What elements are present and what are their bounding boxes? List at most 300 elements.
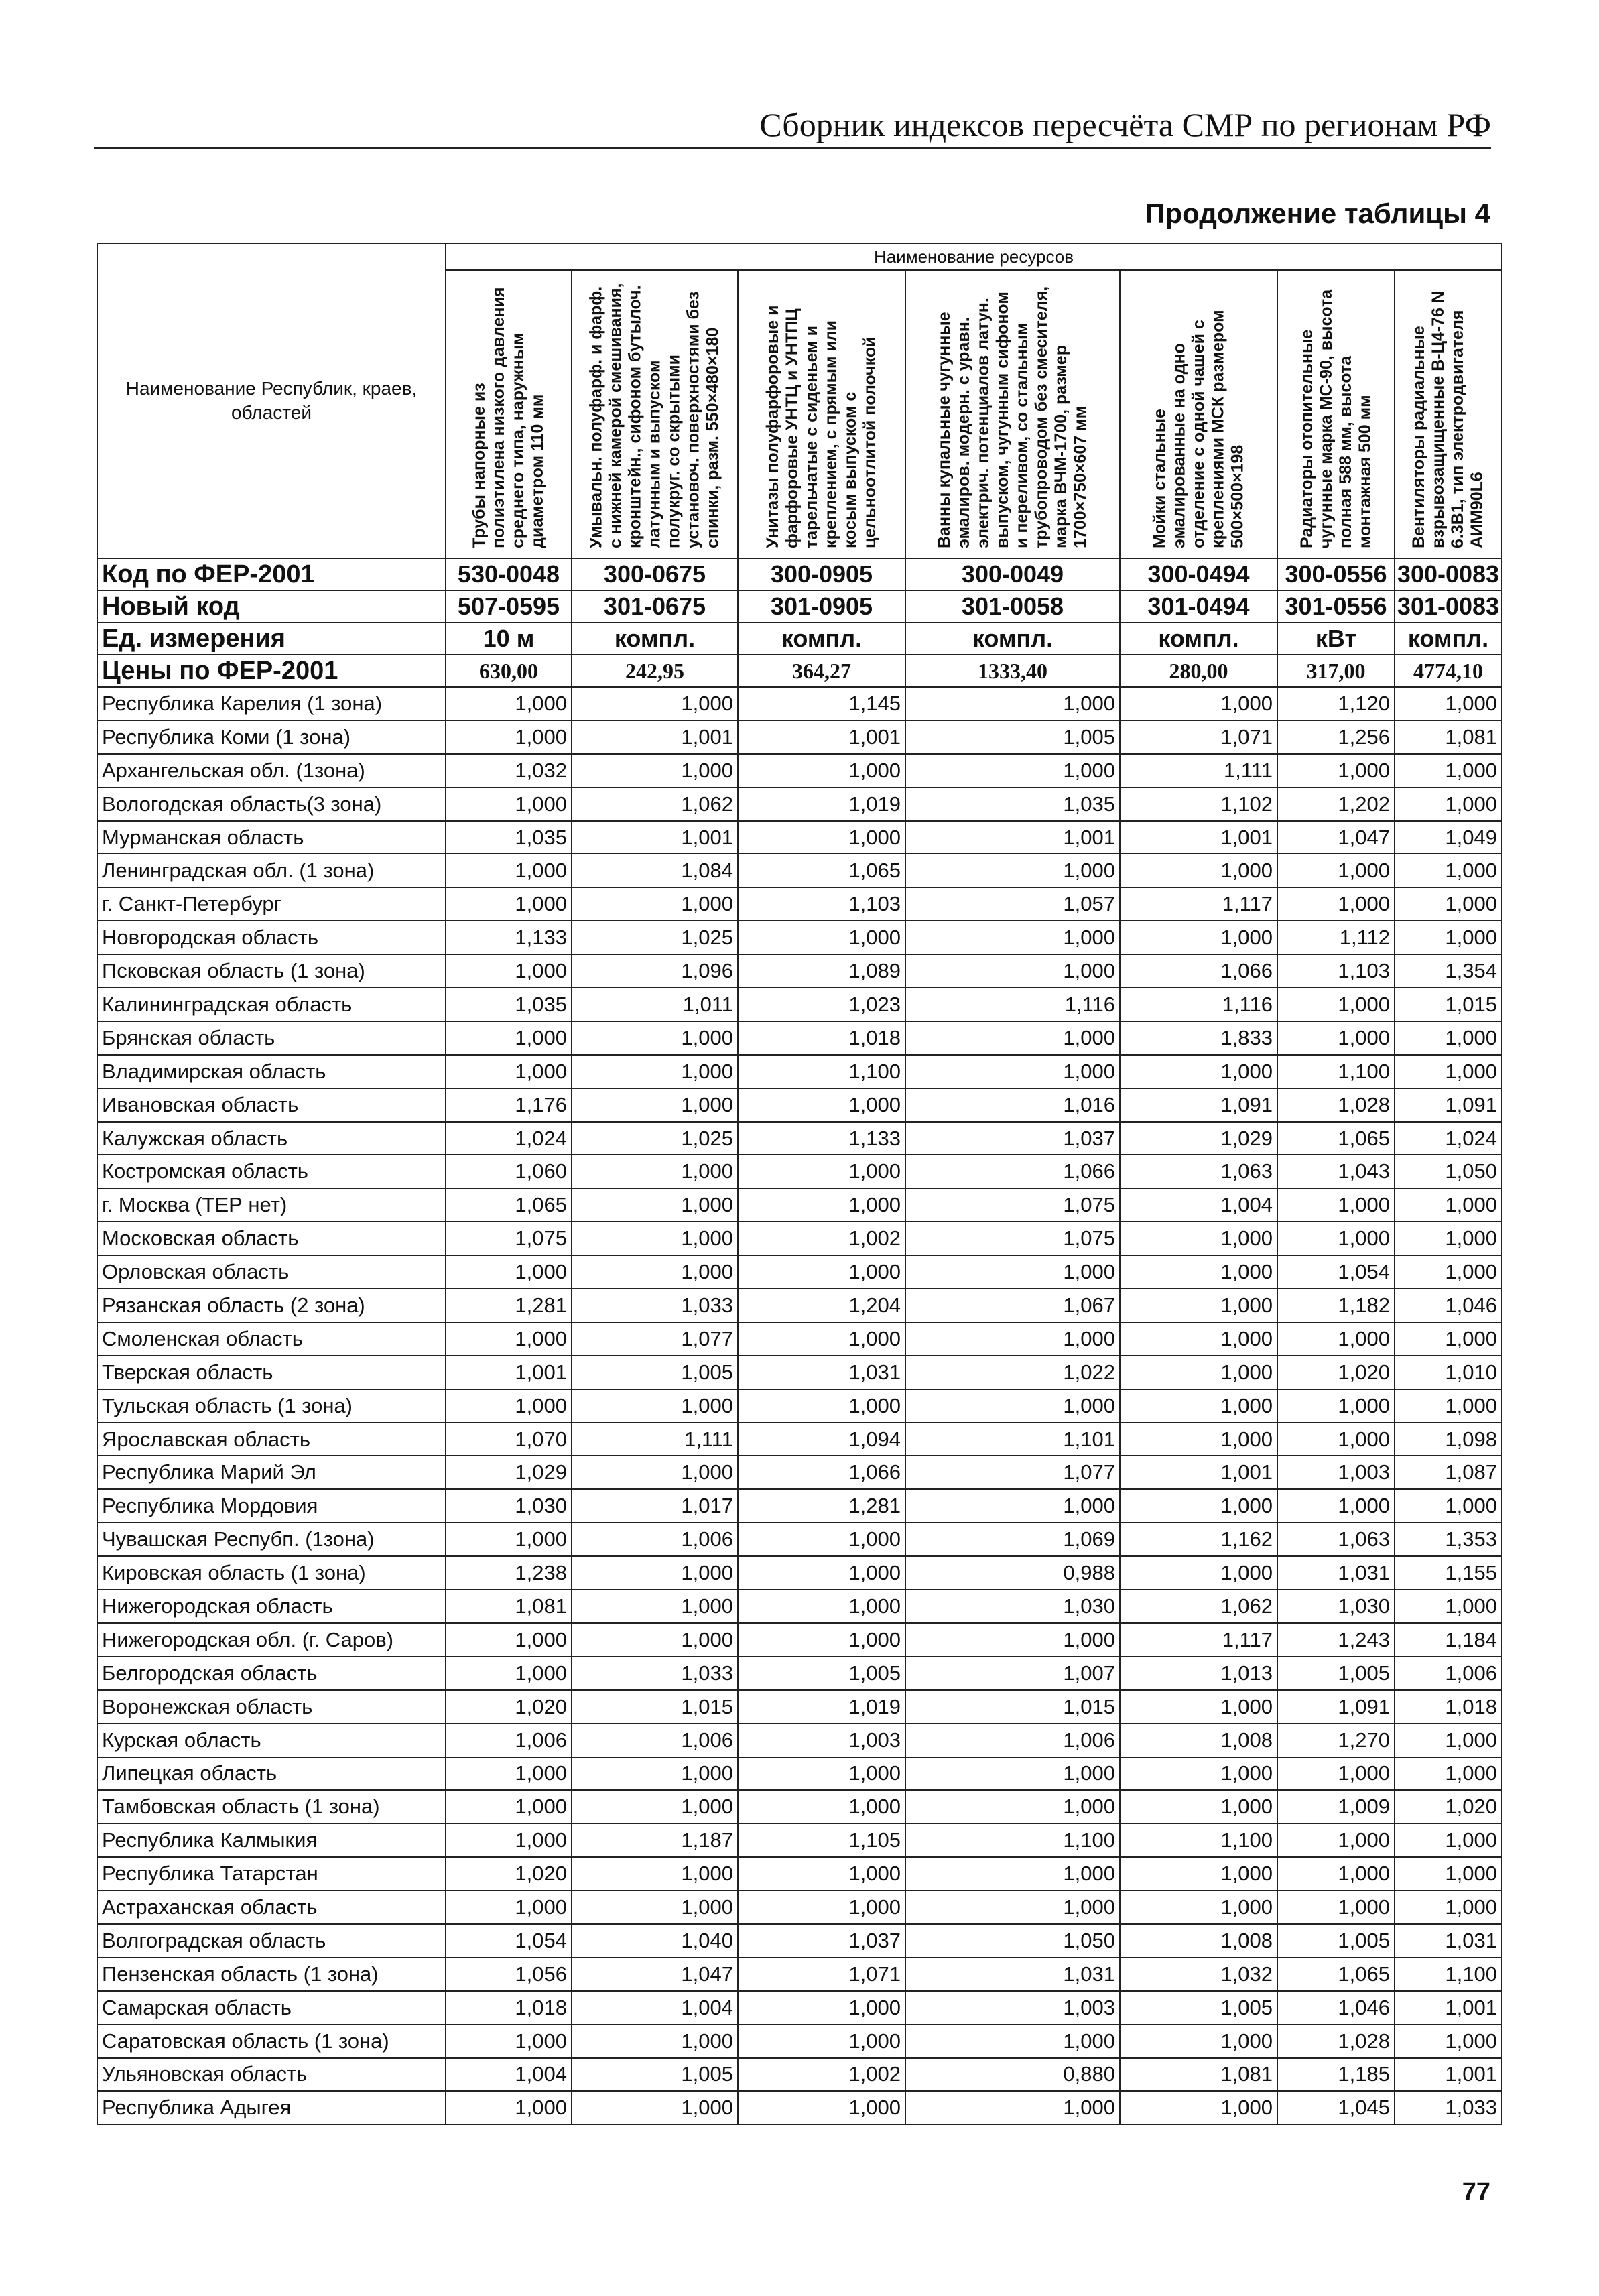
index-value: 1,020 xyxy=(1395,1790,1502,1824)
region-column-header: Наименование Республик, краев, областей xyxy=(97,243,446,558)
table-row xyxy=(97,1456,1502,1489)
column-header-text: Мойки стальные эмалированные на одно отделение с одной чашей с креплениями МСК размером 500×500×198 xyxy=(1150,310,1246,548)
index-value: 1,084 xyxy=(572,854,738,887)
region-name: Чувашская Респубп. (1зона) xyxy=(97,1523,446,1556)
index-value: 1,013 xyxy=(1120,1657,1277,1690)
index-value: 1,077 xyxy=(905,1456,1120,1489)
region-name: Кировская область (1 зона) xyxy=(97,1556,446,1590)
index-value: 1,000 xyxy=(572,1456,738,1489)
index-value: 1,105 xyxy=(738,1824,905,1857)
index-value: 1,054 xyxy=(446,1924,572,1958)
index-value: 1,000 xyxy=(572,1757,738,1791)
code-row xyxy=(97,590,1502,623)
index-value: 1,000 xyxy=(738,1155,905,1188)
index-value: 1,000 xyxy=(1120,921,1277,954)
index-value: 1,024 xyxy=(446,1122,572,1155)
index-value: 1,000 xyxy=(905,2025,1120,2058)
index-value: 1,016 xyxy=(905,1088,1120,1122)
index-value: 1,000 xyxy=(1395,687,1502,720)
index-value: 1,000 xyxy=(738,921,905,954)
index-value: 1,046 xyxy=(1395,1289,1502,1322)
index-value: 1,075 xyxy=(446,1222,572,1255)
index-value: 1,000 xyxy=(1395,1255,1502,1289)
index-value: 1,000 xyxy=(738,1590,905,1623)
table-row xyxy=(97,1690,1502,1724)
code-cell: 301-0058 xyxy=(905,590,1120,623)
region-name: Республика Марий Эл xyxy=(97,1456,446,1489)
index-value: 1,243 xyxy=(1277,1623,1395,1657)
index-value: 1,000 xyxy=(738,1255,905,1289)
index-value: 1,000 xyxy=(905,1857,1120,1891)
index-value: 1,024 xyxy=(1395,1122,1502,1155)
index-value: 1,000 xyxy=(572,1255,738,1289)
column-header-text: Трубы напорные из полиэтилена низкого давления среднего типа, наружным диаметром 110 мм xyxy=(470,287,547,548)
index-value: 1,006 xyxy=(1395,1657,1502,1690)
index-value: 1,062 xyxy=(572,787,738,821)
code-cell: 10 м xyxy=(446,623,572,655)
column-header-text: Радиаторы отопительные чугунные марка МС-90, высота полная 588 мм, высота монтажная 500 мм xyxy=(1297,289,1374,548)
index-value: 1,047 xyxy=(572,1958,738,1991)
code-row-label: Цены по ФЕР-2001 xyxy=(97,655,446,687)
index-value: 1,000 xyxy=(1277,854,1395,887)
index-value: 1,133 xyxy=(446,921,572,954)
index-value: 1,000 xyxy=(905,1790,1120,1824)
region-name: Калужская область xyxy=(97,1122,446,1155)
column-header xyxy=(738,270,905,558)
region-name: Орловская область xyxy=(97,1255,446,1289)
index-value: 1,000 xyxy=(446,1055,572,1088)
index-value: 1,000 xyxy=(446,1389,572,1423)
index-value: 1,047 xyxy=(1277,821,1395,854)
index-value: 1,000 xyxy=(1120,2025,1277,2058)
code-cell: 300-0675 xyxy=(572,558,738,590)
index-value: 1,000 xyxy=(738,1188,905,1222)
index-value: 1,000 xyxy=(905,921,1120,954)
table-row xyxy=(97,2091,1502,2124)
table-row xyxy=(97,2025,1502,2058)
index-value: 1,000 xyxy=(1277,1389,1395,1423)
column-header xyxy=(905,270,1120,558)
index-value: 1,018 xyxy=(446,1991,572,2025)
index-value: 1,000 xyxy=(738,1389,905,1423)
index-value: 1,066 xyxy=(738,1456,905,1489)
index-value: 1,000 xyxy=(738,1556,905,1590)
index-value: 1,000 xyxy=(1277,1489,1395,1523)
index-value: 1,031 xyxy=(1277,1556,1395,1590)
price-cell: 364,27 xyxy=(738,655,905,687)
index-value: 1,000 xyxy=(1395,1857,1502,1891)
index-value: 1,022 xyxy=(905,1356,1120,1389)
code-cell: компл. xyxy=(1395,623,1502,655)
region-name: Курская область xyxy=(97,1724,446,1757)
index-value: 1,005 xyxy=(1277,1924,1395,1958)
index-value: 1,000 xyxy=(905,754,1120,787)
index-value: 1,000 xyxy=(905,2091,1120,2124)
index-value: 1,098 xyxy=(1395,1423,1502,1456)
index-value: 1,000 xyxy=(446,954,572,988)
code-row xyxy=(97,655,1502,687)
table-row xyxy=(97,687,1502,720)
table-row xyxy=(97,1623,1502,1657)
region-name: Волгоградская область xyxy=(97,1924,446,1958)
index-value: 1,081 xyxy=(1395,720,1502,754)
index-value: 1,007 xyxy=(905,1657,1120,1690)
index-value: 1,029 xyxy=(1120,1122,1277,1155)
index-value: 1,000 xyxy=(1120,1255,1277,1289)
index-value: 1,000 xyxy=(1277,1021,1395,1055)
index-value: 1,100 xyxy=(1277,1055,1395,1088)
index-value: 1,000 xyxy=(572,1857,738,1891)
index-value: 1,066 xyxy=(905,1155,1120,1188)
index-value: 1,001 xyxy=(905,821,1120,854)
index-value: 1,281 xyxy=(738,1489,905,1523)
region-name: Республика Татарстан xyxy=(97,1857,446,1891)
region-name: Нижегородская область xyxy=(97,1590,446,1623)
index-value: 1,100 xyxy=(905,1824,1120,1857)
code-cell: 530-0048 xyxy=(446,558,572,590)
price-cell: 280,00 xyxy=(1120,655,1277,687)
page-number: 77 xyxy=(1462,2178,1490,2206)
region-name: Нижегородская обл. (г. Саров) xyxy=(97,1623,446,1657)
index-value: 1,117 xyxy=(1120,887,1277,921)
index-value: 1,037 xyxy=(905,1122,1120,1155)
price-cell: 317,00 xyxy=(1277,655,1395,687)
index-value: 1,103 xyxy=(738,887,905,921)
index-value: 1,000 xyxy=(1120,1857,1277,1891)
index-value: 1,000 xyxy=(1120,1289,1277,1322)
index-value: 1,000 xyxy=(1395,1590,1502,1623)
index-value: 1,010 xyxy=(1395,1356,1502,1389)
index-value: 1,000 xyxy=(446,887,572,921)
index-value: 1,000 xyxy=(446,787,572,821)
region-name: Саратовская область (1 зона) xyxy=(97,2025,446,2058)
region-name: Владимирская область xyxy=(97,1055,446,1088)
index-value: 1,112 xyxy=(1277,921,1395,954)
index-value: 1,000 xyxy=(572,1389,738,1423)
region-name: Новгородская область xyxy=(97,921,446,954)
table-row xyxy=(97,1423,1502,1456)
index-value: 1,281 xyxy=(446,1289,572,1322)
index-value: 1,067 xyxy=(905,1289,1120,1322)
index-value: 1,057 xyxy=(905,887,1120,921)
index-value: 1,100 xyxy=(1120,1824,1277,1857)
index-value: 1,019 xyxy=(738,1690,905,1724)
index-value: 0,988 xyxy=(905,1556,1120,1590)
index-value: 1,005 xyxy=(572,2058,738,2092)
index-value: 1,031 xyxy=(738,1356,905,1389)
region-name: Ленинградская обл. (1 зона) xyxy=(97,854,446,887)
table-row xyxy=(97,1155,1502,1188)
table-row xyxy=(97,1991,1502,2025)
index-value: 1,833 xyxy=(1120,1021,1277,1055)
index-value: 1,031 xyxy=(905,1958,1120,1991)
index-value: 1,000 xyxy=(1395,1724,1502,1757)
column-header-text: Ванны купальные чугунные эмалиров. модерн. с уравн. электрич. потенциалов латун. выпуском, чугунным сифоном и переливом, со стальным трубопроводом без смесителя, марка ВЧМ-1700, размер 1700×750×607 мм xyxy=(935,285,1090,548)
table-row xyxy=(97,1021,1502,1055)
region-name: Самарская область xyxy=(97,1991,446,2025)
table-row xyxy=(97,1489,1502,1523)
index-value: 1,089 xyxy=(738,954,905,988)
index-value: 1,001 xyxy=(572,720,738,754)
table-row xyxy=(97,1657,1502,1690)
index-value: 1,049 xyxy=(1395,821,1502,854)
price-cell: 242,95 xyxy=(572,655,738,687)
index-value: 1,065 xyxy=(1277,1958,1395,1991)
index-value: 1,000 xyxy=(1395,1322,1502,1356)
index-value: 1,000 xyxy=(446,720,572,754)
region-name: Республика Адыгея xyxy=(97,2091,446,2124)
index-value: 1,094 xyxy=(738,1423,905,1456)
table-row xyxy=(97,1824,1502,1857)
index-value: 1,028 xyxy=(1277,2025,1395,2058)
index-value: 1,081 xyxy=(1120,2058,1277,2092)
index-value: 1,000 xyxy=(1120,1489,1277,1523)
index-value: 1,103 xyxy=(1277,954,1395,988)
index-value: 1,000 xyxy=(572,1556,738,1590)
index-value: 1,004 xyxy=(572,1991,738,2025)
index-value: 1,003 xyxy=(1277,1456,1395,1489)
table-row xyxy=(97,1724,1502,1757)
region-name: Архангельская обл. (1зона) xyxy=(97,754,446,787)
index-value: 1,000 xyxy=(1277,1222,1395,1255)
table-row xyxy=(97,720,1502,754)
index-value: 1,015 xyxy=(1395,988,1502,1021)
column-header-text: Вентиляторы радиальные взрывозащищенные В-Ц4-76 N 6.3В1, тип электродвигателя АИМ90L6 xyxy=(1409,291,1486,548)
table-row xyxy=(97,1891,1502,1924)
code-cell: компл. xyxy=(905,623,1120,655)
table-row xyxy=(97,1222,1502,1255)
index-value: 1,030 xyxy=(446,1489,572,1523)
region-name: Московская область xyxy=(97,1222,446,1255)
index-value: 1,000 xyxy=(1395,754,1502,787)
index-value: 1,000 xyxy=(446,2091,572,2124)
index-value: 1,000 xyxy=(905,1891,1120,1924)
table-row xyxy=(97,2058,1502,2092)
index-value: 1,000 xyxy=(572,1623,738,1657)
index-value: 1,075 xyxy=(905,1222,1120,1255)
index-value: 1,018 xyxy=(1395,1690,1502,1724)
region-name: Мурманская область xyxy=(97,821,446,854)
table-row xyxy=(97,1790,1502,1824)
table-row xyxy=(97,1590,1502,1623)
index-value: 1,000 xyxy=(572,1055,738,1088)
region-name: Республика Мордовия xyxy=(97,1489,446,1523)
header-title: Сборник индексов пересчёта СМР по регионам РФ xyxy=(759,106,1491,143)
code-cell: 300-0049 xyxy=(905,558,1120,590)
index-value: 1,056 xyxy=(446,1958,572,1991)
index-value: 1,060 xyxy=(446,1155,572,1188)
index-value: 1,035 xyxy=(905,787,1120,821)
index-value: 1,000 xyxy=(905,1623,1120,1657)
index-value: 1,354 xyxy=(1395,954,1502,988)
index-value: 1,005 xyxy=(1277,1657,1395,1690)
index-value: 1,006 xyxy=(572,1523,738,1556)
table-row xyxy=(97,1255,1502,1289)
index-value: 1,000 xyxy=(1395,1489,1502,1523)
index-value: 1,000 xyxy=(738,1757,905,1791)
index-value: 1,020 xyxy=(446,1857,572,1891)
index-value: 1,070 xyxy=(446,1423,572,1456)
index-value: 1,020 xyxy=(1277,1356,1395,1389)
index-value: 1,025 xyxy=(572,1122,738,1155)
index-value: 1,353 xyxy=(1395,1523,1502,1556)
index-value: 1,000 xyxy=(572,1891,738,1924)
index-value: 1,077 xyxy=(572,1322,738,1356)
index-value: 1,033 xyxy=(572,1289,738,1322)
index-value: 1,000 xyxy=(1395,1757,1502,1791)
index-value: 1,006 xyxy=(446,1724,572,1757)
index-value: 1,133 xyxy=(738,1122,905,1155)
table-row xyxy=(97,988,1502,1021)
index-value: 1,000 xyxy=(738,1623,905,1657)
index-value: 1,000 xyxy=(1395,1891,1502,1924)
table-row xyxy=(97,1289,1502,1322)
index-value: 1,202 xyxy=(1277,787,1395,821)
index-value: 1,000 xyxy=(738,2025,905,2058)
index-value: 1,000 xyxy=(1120,1389,1277,1423)
price-cell: 4774,10 xyxy=(1395,655,1502,687)
index-value: 1,000 xyxy=(738,754,905,787)
table-row xyxy=(97,887,1502,921)
index-value: 1,017 xyxy=(572,1489,738,1523)
index-value: 1,020 xyxy=(446,1690,572,1724)
index-value: 1,000 xyxy=(738,1991,905,2025)
code-cell: 300-0556 xyxy=(1277,558,1395,590)
index-value: 1,120 xyxy=(1277,687,1395,720)
index-value: 1,000 xyxy=(1277,1824,1395,1857)
index-value: 1,081 xyxy=(446,1590,572,1623)
table-row xyxy=(97,1055,1502,1088)
index-value: 1,031 xyxy=(1395,1924,1502,1958)
index-value: 1,065 xyxy=(446,1188,572,1222)
index-value: 1,145 xyxy=(738,687,905,720)
index-value: 1,000 xyxy=(905,687,1120,720)
index-value: 1,000 xyxy=(738,1891,905,1924)
index-value: 1,000 xyxy=(1277,1423,1395,1456)
code-cell: компл. xyxy=(572,623,738,655)
code-cell: 301-0905 xyxy=(738,590,905,623)
code-row xyxy=(97,623,1502,655)
index-value: 1,000 xyxy=(446,1824,572,1857)
index-value: 1,000 xyxy=(572,1222,738,1255)
index-value: 1,030 xyxy=(905,1590,1120,1623)
index-value: 1,001 xyxy=(1395,2058,1502,2092)
index-value: 1,000 xyxy=(446,1255,572,1289)
index-value: 1,185 xyxy=(1277,2058,1395,2092)
index-value: 1,000 xyxy=(1395,854,1502,887)
index-value: 1,050 xyxy=(905,1924,1120,1958)
table-row xyxy=(97,954,1502,988)
index-value: 1,091 xyxy=(1395,1088,1502,1122)
region-name: Астраханская область xyxy=(97,1891,446,1924)
region-name: г. Москва (ТЕР нет) xyxy=(97,1188,446,1222)
index-value: 1,000 xyxy=(1120,1556,1277,1590)
region-name: Рязанская область (2 зона) xyxy=(97,1289,446,1322)
region-name: Тамбовская область (1 зона) xyxy=(97,1790,446,1824)
index-value: 1,001 xyxy=(1120,821,1277,854)
index-value: 1,100 xyxy=(738,1055,905,1088)
index-value: 1,065 xyxy=(1277,1122,1395,1155)
index-value: 1,071 xyxy=(1120,720,1277,754)
table-row xyxy=(97,1924,1502,1958)
index-value: 1,062 xyxy=(1120,1590,1277,1623)
region-name: Тульская область (1 зона) xyxy=(97,1389,446,1423)
table-row xyxy=(97,1958,1502,1991)
index-value: 1,000 xyxy=(446,1322,572,1356)
code-row xyxy=(97,558,1502,590)
index-value: 1,025 xyxy=(572,921,738,954)
index-value: 1,002 xyxy=(738,2058,905,2092)
index-value: 1,063 xyxy=(1277,1523,1395,1556)
index-value: 1,000 xyxy=(1395,1055,1502,1088)
region-name: Липецкая область xyxy=(97,1757,446,1791)
index-value: 1,015 xyxy=(905,1690,1120,1724)
index-value: 1,000 xyxy=(1395,2025,1502,2058)
index-value: 1,000 xyxy=(1277,1757,1395,1791)
index-value: 1,000 xyxy=(905,954,1120,988)
region-name: Белгородская область xyxy=(97,1657,446,1690)
index-value: 1,032 xyxy=(1120,1958,1277,1991)
index-value: 1,270 xyxy=(1277,1724,1395,1757)
index-value: 1,006 xyxy=(572,1724,738,1757)
index-value: 1,155 xyxy=(1395,1556,1502,1590)
region-name: Республика Калмыкия xyxy=(97,1824,446,1857)
index-value: 1,000 xyxy=(1277,1891,1395,1924)
index-value: 1,000 xyxy=(1120,854,1277,887)
index-value: 1,000 xyxy=(1395,1824,1502,1857)
index-value: 1,000 xyxy=(446,1657,572,1690)
code-cell: 301-0675 xyxy=(572,590,738,623)
index-value: 1,000 xyxy=(1277,887,1395,921)
index-value: 1,000 xyxy=(572,687,738,720)
index-value: 1,111 xyxy=(572,1423,738,1456)
table-row xyxy=(97,1356,1502,1389)
index-value: 1,000 xyxy=(738,821,905,854)
index-value: 1,000 xyxy=(738,2091,905,2124)
index-value: 1,003 xyxy=(905,1991,1120,2025)
column-header xyxy=(1395,270,1502,558)
index-value: 0,880 xyxy=(905,2058,1120,2092)
index-value: 1,000 xyxy=(1277,1322,1395,1356)
index-value: 1,018 xyxy=(738,1021,905,1055)
index-value: 1,000 xyxy=(1277,754,1395,787)
index-value: 1,116 xyxy=(905,988,1120,1021)
index-value: 1,033 xyxy=(1395,2091,1502,2124)
table-row xyxy=(97,821,1502,854)
index-value: 1,001 xyxy=(738,720,905,754)
table-row xyxy=(97,854,1502,887)
column-header-text: Унитазы полуфарфоровые и фарфоровые УНТЦ и УНТПЦ тарельчатые с сиденьем и креплением, с прямым или косым выпуском с цельноотлитой полочкой xyxy=(763,305,879,548)
price-cell: 630,00 xyxy=(446,655,572,687)
code-cell: 301-0083 xyxy=(1395,590,1502,623)
index-value: 1,000 xyxy=(738,1857,905,1891)
code-row-label: Новый код xyxy=(97,590,446,623)
code-cell: 301-0556 xyxy=(1277,590,1395,623)
index-value: 1,000 xyxy=(1395,1389,1502,1423)
region-name: Смоленская область xyxy=(97,1322,446,1356)
index-value: 1,000 xyxy=(905,1489,1120,1523)
index-value: 1,000 xyxy=(446,687,572,720)
index-value: 1,087 xyxy=(1395,1456,1502,1489)
index-value: 1,091 xyxy=(1120,1088,1277,1122)
index-value: 1,037 xyxy=(738,1924,905,1958)
table-row xyxy=(97,754,1502,787)
index-value: 1,000 xyxy=(1395,1188,1502,1222)
index-value: 1,069 xyxy=(905,1523,1120,1556)
index-value: 1,117 xyxy=(1120,1623,1277,1657)
table-caption: Продолжение таблицы 4 xyxy=(1145,198,1490,229)
table-row xyxy=(97,1188,1502,1222)
